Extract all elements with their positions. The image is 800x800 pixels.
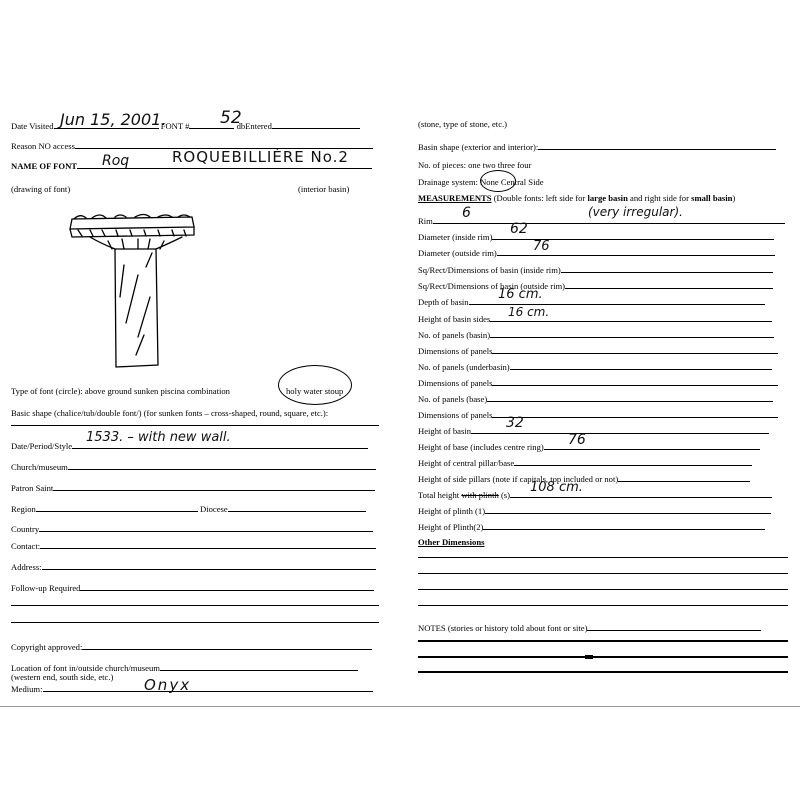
stone-type-label: (stone, type of stone, etc.) bbox=[418, 119, 508, 129]
notes-ink-mark bbox=[585, 655, 593, 659]
dim-panels3-row bbox=[418, 409, 778, 420]
font-number-value[interactable]: 52 bbox=[220, 108, 242, 128]
address-row bbox=[11, 561, 376, 572]
height-basin-label: Height of basin bbox=[418, 426, 471, 436]
total-height-value[interactable]: 108 cm. bbox=[530, 480, 583, 495]
diam-outside-row bbox=[418, 247, 775, 258]
height-sides-row bbox=[418, 313, 772, 324]
region-label: Region bbox=[11, 504, 36, 514]
basic-shape-line[interactable] bbox=[11, 425, 379, 426]
font-type-circled[interactable]: holy water stoup bbox=[286, 386, 344, 396]
measurements-heading-row bbox=[418, 193, 735, 203]
diam-outside-label: Diameter (outside rim) bbox=[418, 248, 497, 258]
height-pillar-row bbox=[418, 457, 752, 468]
medium-row bbox=[11, 683, 373, 694]
interior-basin-label: (interior basin) bbox=[298, 184, 350, 194]
measurements-small: small basin bbox=[691, 193, 733, 203]
copyright-label: Copyright approved: bbox=[11, 642, 83, 652]
drainage-none-option[interactable]: None bbox=[480, 177, 499, 187]
patron-label: Patron Saint bbox=[11, 483, 54, 493]
measurements-note-a: (Double fonts: left side for bbox=[491, 193, 588, 203]
dim-panels-row bbox=[418, 345, 778, 356]
db-entered-label: dbEntered bbox=[236, 121, 272, 131]
diam-inside-row bbox=[418, 231, 774, 242]
medium-label: Medium: bbox=[11, 684, 43, 694]
measurements-note-b: and right side for bbox=[627, 193, 692, 203]
basin-shape-row bbox=[418, 141, 776, 152]
drawing-label: (drawing of font) bbox=[11, 184, 71, 194]
church-label: Church/museum bbox=[11, 462, 68, 472]
other-dims-line-4[interactable] bbox=[418, 605, 788, 606]
depth-label: Depth of basin bbox=[418, 297, 469, 307]
other-dims-line-2[interactable] bbox=[418, 573, 788, 574]
address-label: Address: bbox=[11, 562, 42, 572]
panels-base-label: No. of panels (base) bbox=[418, 394, 488, 404]
plinth2-label: Height of Plinth(2) bbox=[418, 522, 484, 532]
medium-value[interactable]: Onyx bbox=[144, 676, 192, 694]
other-dimensions-heading: Other Dimensions bbox=[418, 537, 485, 547]
date-period-label: Date/Period/Style bbox=[11, 441, 73, 451]
height-basin-row bbox=[418, 425, 769, 436]
font-type-row bbox=[11, 386, 230, 396]
font-sketch-drawing bbox=[60, 205, 210, 375]
notes-row bbox=[418, 622, 761, 633]
plinth2-row bbox=[418, 521, 765, 532]
notes-line-3[interactable] bbox=[418, 671, 788, 673]
height-side-pillars-label: Height of side pillars (note if capitals, top included or not) bbox=[418, 474, 619, 484]
height-sides-label: Height of basin sides bbox=[418, 314, 491, 324]
contact-label: Contact: bbox=[11, 541, 41, 551]
dim-panels2-label: Dimensions of panels bbox=[418, 378, 493, 388]
diocese-label: Diocese bbox=[199, 504, 228, 514]
church-row bbox=[11, 461, 376, 472]
dim-panels-label: Dimensions of panels bbox=[418, 346, 493, 356]
date-visited-value[interactable]: Jun 15, 2001. bbox=[60, 110, 167, 129]
dim-panels3-label: Dimensions of panels bbox=[418, 410, 493, 420]
panels-base-row bbox=[418, 393, 773, 404]
sq-outside-label: Sq/Rect/Dimensions of basin (outside rim) bbox=[418, 281, 566, 291]
total-height-label: Total height bbox=[418, 490, 462, 500]
basin-shape-label: Basin shape (exterior and interior): bbox=[418, 142, 539, 152]
diam-inside-value[interactable]: 62 bbox=[510, 221, 528, 237]
pieces-label: No. of pieces: one two three four bbox=[418, 160, 532, 170]
location-label: Location of font in/outside church/museum bbox=[11, 663, 160, 673]
diam-inside-label: Diameter (inside rim) bbox=[418, 232, 493, 242]
followup-row bbox=[11, 582, 374, 593]
drainage-other-options: Central Side bbox=[500, 177, 544, 187]
panels-basin-label: No. of panels (basin) bbox=[418, 330, 491, 340]
other-dims-line-3[interactable] bbox=[418, 589, 788, 590]
height-pillar-label: Height of central pillar/base bbox=[418, 458, 515, 468]
basic-shape-label: Basic shape (chalice/tub/double font/) (for sunken fonts – cross-shaped, round, square, etc.): bbox=[11, 408, 329, 418]
measurements-large: large basin bbox=[587, 193, 628, 203]
height-basin-value[interactable]: 32 bbox=[506, 415, 524, 431]
panels-basin-row bbox=[418, 329, 774, 340]
rim-value[interactable]: 6 bbox=[462, 205, 471, 221]
rim-note[interactable]: (very irregular). bbox=[588, 205, 683, 219]
font-type-circle-mark bbox=[278, 365, 352, 405]
panels-underbasin-row bbox=[418, 361, 772, 372]
date-visited-label: Date Visited bbox=[11, 121, 54, 131]
notes-line-1[interactable] bbox=[418, 640, 788, 642]
country-label: Country bbox=[11, 524, 40, 534]
font-name-value-scribble[interactable]: Roq bbox=[102, 153, 130, 169]
total-height-struck: with plinth bbox=[461, 490, 499, 500]
sq-inside-row bbox=[418, 264, 773, 275]
height-base-value[interactable]: 76 bbox=[568, 432, 586, 448]
country-row bbox=[11, 523, 373, 534]
contact-row bbox=[11, 540, 376, 551]
height-base-row bbox=[418, 441, 760, 452]
location-sub-label: (western end, south side, etc.) bbox=[11, 672, 114, 682]
notes-line-2[interactable] bbox=[418, 656, 788, 658]
date-period-value[interactable]: 1533. – with new wall. bbox=[86, 430, 231, 445]
sq-outside-row bbox=[418, 280, 773, 291]
dim-panels2-row bbox=[418, 377, 778, 388]
depth-row bbox=[418, 296, 765, 307]
plinth1-label: Height of plinth (1) bbox=[418, 506, 486, 516]
plinth1-row bbox=[418, 505, 771, 516]
followup-label: Follow-up Required bbox=[11, 583, 81, 593]
depth-value[interactable]: 16 cm. bbox=[498, 287, 543, 302]
followup-line-3[interactable] bbox=[11, 622, 379, 623]
rim-label: Rim bbox=[418, 216, 433, 226]
height-sides-value[interactable]: 16 cm. bbox=[508, 305, 550, 319]
measurements-heading: MEASUREMENTS bbox=[418, 193, 492, 203]
font-number-label: FONT # bbox=[160, 121, 190, 131]
total-height-row bbox=[418, 489, 772, 500]
sq-inside-label: Sq/Rect/Dimensions of basin (inside rim) bbox=[418, 265, 561, 275]
drainage-circle-mark bbox=[480, 170, 516, 192]
drainage-label: Drainage system: bbox=[418, 177, 478, 187]
page-bottom-edge bbox=[0, 706, 800, 707]
diam-outside-value[interactable]: 76 bbox=[533, 239, 550, 254]
copyright-row bbox=[11, 641, 372, 652]
font-name-value[interactable]: ROQUEBILLIÈRE No.2 bbox=[172, 148, 349, 166]
height-base-label: Height of base (includes centre ring) bbox=[418, 442, 544, 452]
patron-row bbox=[11, 482, 375, 493]
font-type-label: Type of font (circle): above ground sunken piscina combination bbox=[11, 386, 230, 396]
region-row bbox=[11, 503, 366, 514]
height-side-pillars-row bbox=[418, 473, 750, 484]
notes-label: NOTES (stories or history told about font or site) bbox=[418, 623, 588, 633]
reason-label: Reason NO access bbox=[11, 141, 75, 151]
basic-shape-row bbox=[11, 408, 328, 418]
total-height-suffix: (s) bbox=[498, 490, 511, 500]
panels-underbasin-label: No. of panels (underbasin) bbox=[418, 362, 510, 372]
followup-line-2[interactable] bbox=[11, 605, 379, 606]
other-dims-line-1[interactable] bbox=[418, 557, 788, 558]
measurements-note-c: ) bbox=[732, 193, 736, 203]
font-name-label: NAME OF FONT bbox=[11, 161, 78, 171]
